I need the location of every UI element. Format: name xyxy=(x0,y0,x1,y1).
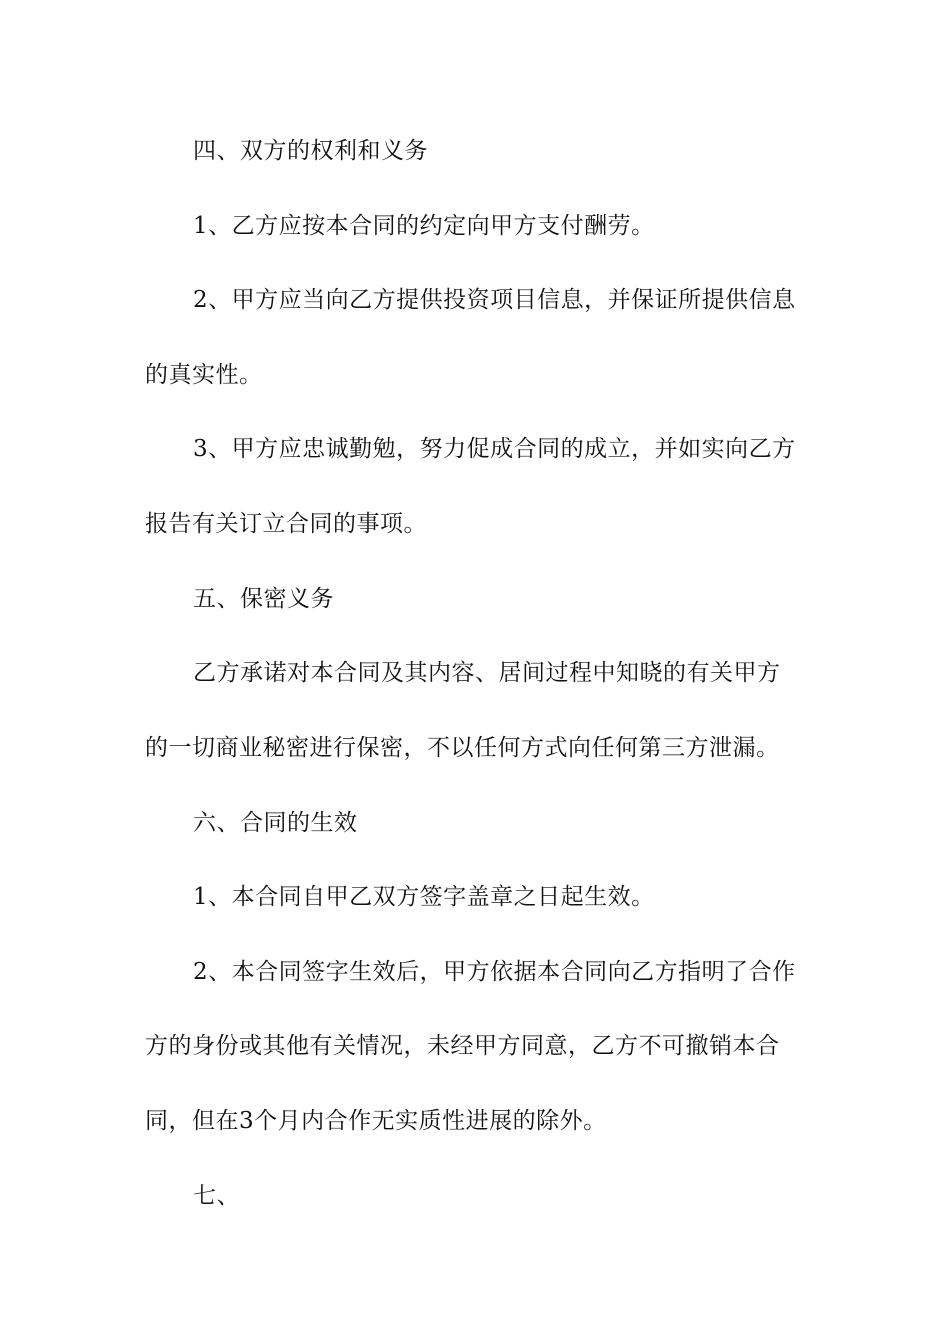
section-heading-seven: 七、 xyxy=(193,1183,240,1209)
paragraph-line: 2、甲方应当向乙方提供投资项目信息，并保证所提供信息 xyxy=(193,287,796,313)
paragraph-line: 2、本合同签字生效后，甲方依据本合同向乙方指明了合作 xyxy=(193,959,796,985)
section-heading-effectiveness: 六、合同的生效 xyxy=(193,810,358,836)
paragraph-line: 乙方承诺对本合同及其内容、居间过程中知晓的有关甲方 xyxy=(193,660,781,686)
section-heading-rights-obligations: 四、双方的权利和义务 xyxy=(193,138,428,164)
paragraph-line: 1、本合同自甲乙双方签字盖章之日起生效。 xyxy=(193,884,655,910)
paragraph-line: 方的身份或其他有关情况，未经甲方同意，乙方不可撤销本合 xyxy=(145,1033,780,1059)
paragraph-line: 的一切商业秘密进行保密，不以任何方式向任何第三方泄漏。 xyxy=(145,735,780,761)
paragraph-line: 3、甲方应忠诚勤勉，努力促成合同的成立，并如实向乙方 xyxy=(193,436,796,462)
paragraph-line: 的真实性。 xyxy=(145,362,263,388)
section-heading-confidentiality: 五、保密义务 xyxy=(193,586,334,612)
paragraph-line: 同，但在3个月内合作无实质性进展的除外。 xyxy=(145,1108,607,1134)
paragraph-line: 1、乙方应按本合同的约定向甲方支付酬劳。 xyxy=(193,213,655,239)
paragraph-line: 报告有关订立合同的事项。 xyxy=(145,511,427,537)
